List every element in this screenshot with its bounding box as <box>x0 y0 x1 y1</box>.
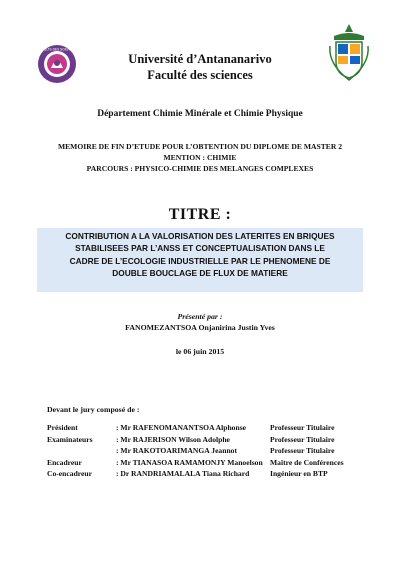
jury-title: Professeur Titulaire <box>270 446 335 456</box>
department-name: Département Chimie Minérale et Chimie Physique <box>97 109 303 119</box>
faculty-name: Faculté des sciences <box>147 68 253 82</box>
jury-heading: Devant le jury composé de : <box>47 405 140 414</box>
jury-role: Co-encadreur <box>47 469 92 479</box>
mention-line: MENTION : CHIMIE <box>163 153 237 162</box>
jury-role: Examinateurs <box>47 434 93 444</box>
presented-by: Présenté par : <box>177 312 223 321</box>
jury-name: : Mr RAKOTOARIMANGA Jeannot <box>116 446 238 456</box>
svg-text:FACULTE DES SCIENCES: FACULTE DES SCIENCES <box>37 47 77 52</box>
title-line: CONTRIBUTION A LA VALORISATION DES LATERITES EN BRIQUES <box>65 231 335 241</box>
jury-name: : Dr RANDRIAMALALA Tiana Richard <box>116 469 250 479</box>
jury-name: : Mr TIANASOA RAMAMONJY Manoelson <box>116 457 263 467</box>
titre-label: TITRE : <box>168 206 232 223</box>
title-line: STABILISEES PAR L’ANSS ET CONCEPTUALISATION DANS LE <box>75 243 325 254</box>
title-line: DOUBLE BOUCLAGE DE FLUX DE MATIERE <box>112 268 288 279</box>
author-name: FANOMEZANTSOA Onjanirina Justin Yves <box>125 323 275 332</box>
jury-name: : Mr RAJERISON Wilson Adolphe <box>116 434 230 444</box>
university-name: Université d’Antananarivo <box>128 52 272 66</box>
title-line: CADRE DE L’ECOLOGIE INDUSTRIELLE PAR LE PHENOMENE DE <box>69 255 331 266</box>
thesis-title <box>37 230 363 280</box>
jury-title: Professeur Titulaire <box>270 423 335 432</box>
parcours-line: PARCOURS : PHYSICO-CHIMIE DES MELANGES COMPLEXES <box>86 164 314 173</box>
memoire-line: MEMOIRE DE FIN D’ETUDE POUR L’OBTENTION DU DIPLOME DE MASTER 2 <box>57 142 343 151</box>
jury-title: Ingénieur en BTP <box>270 469 328 479</box>
jury-title: Maître de Conférences <box>270 457 344 467</box>
jury-role: Président <box>47 423 78 432</box>
jury-title: Professeur Titulaire <box>270 434 335 444</box>
jury-role: Encadreur <box>47 457 82 467</box>
jury-name: : Mr RAFENOMANANTSOA Alphonse <box>116 423 247 432</box>
defense-date: le 06 juin 2015 <box>175 347 225 356</box>
